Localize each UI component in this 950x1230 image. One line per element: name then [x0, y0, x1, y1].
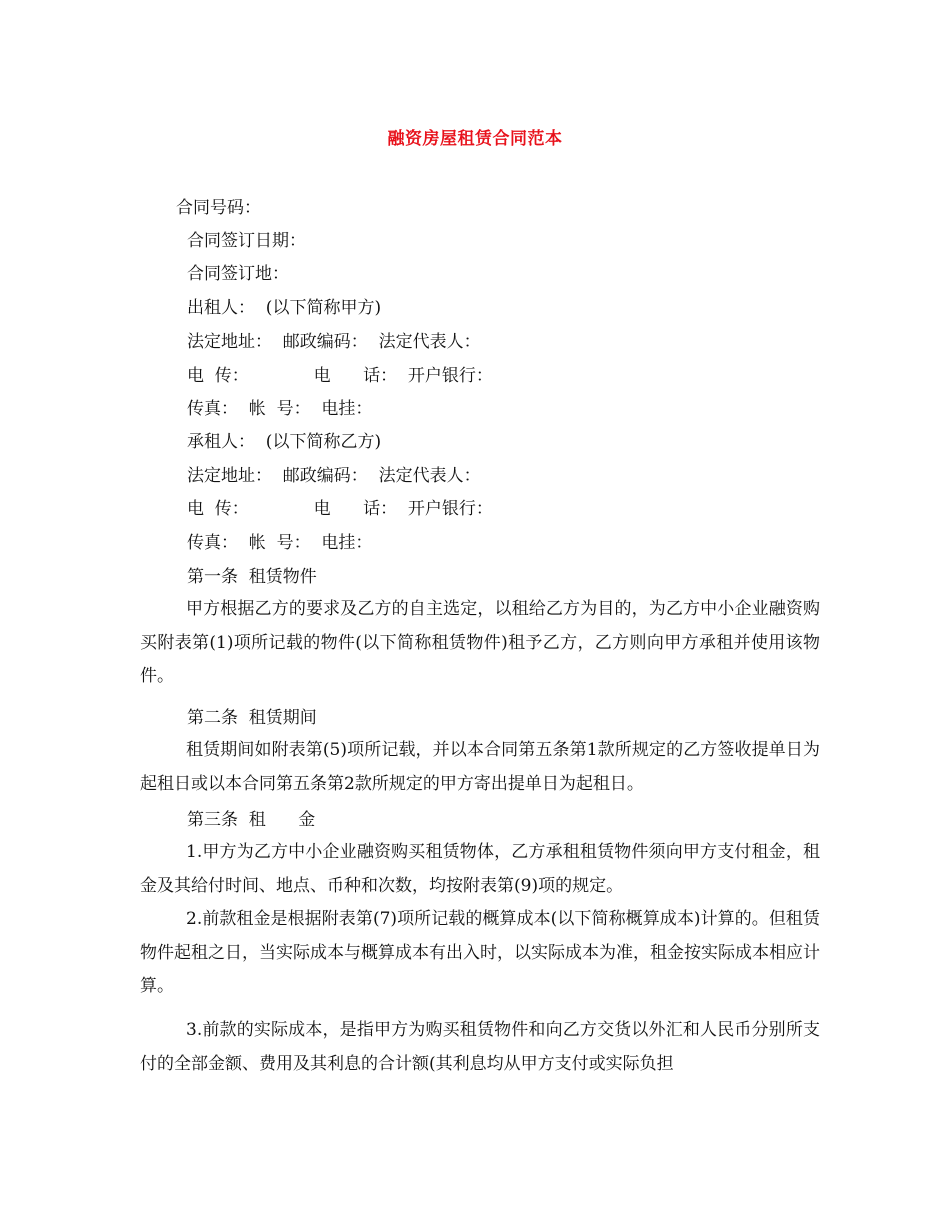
article2-text: 租赁期间如附表第(5)项所记载，并以本合同第五条第1款所规定的乙方签收提单日为起租日或以本合同第五条第2款所规定的甲方寄出提单日为起租日。 — [140, 740, 820, 794]
contract-place-line: 合同签订地： — [187, 264, 289, 284]
article1-heading: 第一条 租赁物件 — [187, 567, 317, 587]
article3-heading: 第三条 租 金 — [187, 810, 316, 830]
lessee-fax-line: 传真： 帐 号： 电挂： — [187, 533, 373, 553]
lessor-fax-line: 传真： 帐 号： 电挂： — [187, 399, 373, 419]
lessee-address-line: 法定地址： 邮政编码： 法定代表人： — [187, 466, 481, 486]
contract-number-line: 合同号码： — [176, 198, 261, 218]
lessee-line: 承租人： (以下简称乙方) — [187, 432, 382, 452]
article2-heading: 第二条 租赁期间 — [187, 708, 317, 728]
document-title: 融资房屋租赁合同范本 — [387, 129, 563, 149]
lessor-address-line: 法定地址： 邮政编码： 法定代表人： — [187, 332, 481, 352]
contract-date-line: 合同签订日期： — [187, 231, 306, 251]
article3-item2: 2.前款租金是根据附表第(7)项所记载的概算成本(以下简称概算成本)计算的。但租赁物件起租之日，当实际成本与概算成本有出入时，以实际成本为准，租金按实际成本相应计算。 — [140, 909, 820, 996]
article3-item1: 1.甲方为乙方中小企业融资购买租赁物体，乙方承租租赁物件须向甲方支付租金，租金及其给付时间、地点、币种和次数，均按附表第(9)项的规定。 — [140, 842, 820, 896]
article1-text: 甲方根据乙方的要求及乙方的自主选定，以租给乙方为目的，为乙方中小企业融资购买附表第(1)项所记载的物件(以下简称租赁物件)租予乙方，乙方则向甲方承租并使用该物件。 — [140, 599, 820, 686]
lessee-phone-line: 电 传： 电 话： 开户银行： — [187, 499, 493, 519]
lessor-phone-line: 电 传： 电 话： 开户银行： — [187, 366, 493, 386]
article3-item3: 3.前款的实际成本，是指甲方为购买租赁物件和向乙方交货以外汇和人民币分别所支付的全部金额、费用及其利息的合计额(其利息均从甲方支付或实际负担 — [140, 1020, 820, 1074]
lessor-line: 出租人： (以下简称甲方) — [187, 298, 382, 318]
